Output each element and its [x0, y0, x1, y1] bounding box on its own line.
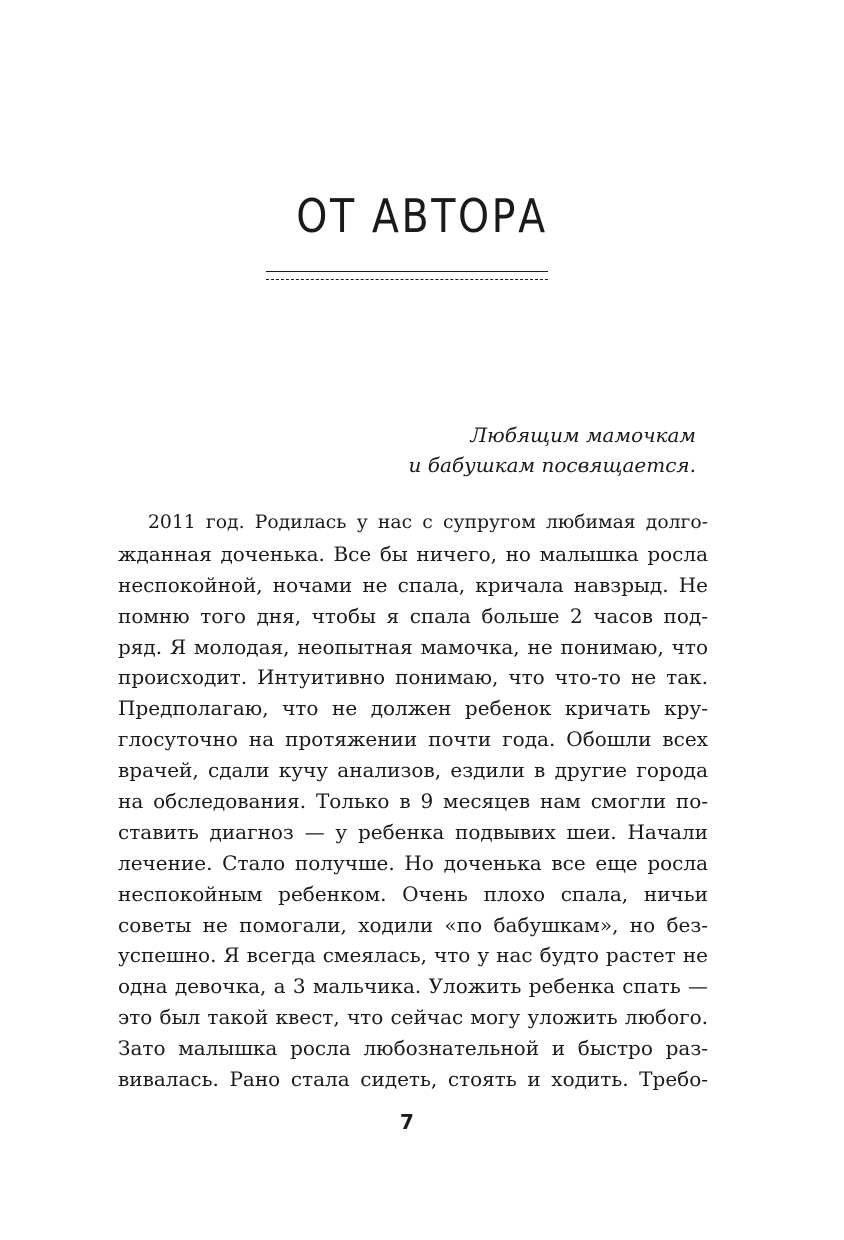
body-line: Зато малышка росла любознательной и быстро раз-	[118, 1036, 708, 1061]
body-paragraph	[118, 508, 708, 1095]
body-line: врачей, сдали кучу анализов, ездили в другие города	[118, 758, 708, 783]
body-line: одна девочка, а 3 мальчика. Уложить ребенка спать —	[118, 974, 708, 999]
body-line: глосуточно на протяжении почти года. Обошли всех	[118, 727, 708, 752]
body-line: ставить диагноз — у ребенка подвывих шеи. Начали	[118, 819, 708, 844]
dedication	[409, 420, 696, 480]
body-line: помню того дня, чтобы я спала больше 2 часов под-	[118, 603, 708, 628]
body-line: неспокойным ребенком. Очень плохо спала, ничьи	[118, 881, 708, 906]
body-line: происходит. Интуитивно понимаю, что что-то не так.	[118, 665, 708, 690]
dedication-line: Любящим мамочкам	[470, 423, 696, 447]
body-line: жданная доченька. Все бы ничего, но малышка росла	[118, 541, 708, 566]
body-line: это был такой квест, что сейчас могу уложить любого.	[118, 1005, 708, 1030]
dedication-line: и бабушкам посвящается.	[408, 453, 696, 477]
page-number: 7	[400, 1110, 414, 1134]
body-line: ряд. Я молодая, неопытная мамочка, не понимаю, что	[118, 634, 708, 659]
body-line: Предполагаю, что не должен ребенок кричать кру-	[118, 696, 708, 721]
title-rule-solid	[266, 271, 548, 272]
body-line: 2011 год. Родилась у нас с супругом любимая долго-	[148, 512, 708, 533]
body-line: лечение. Стало получше. Но доченька все еще росла	[118, 850, 708, 875]
body-line: вивалась. Рано стала сидеть, стоять и ходить. Требо-	[118, 1067, 708, 1092]
body-line: на обследования. Только в 9 месяцев нам смогли по-	[118, 789, 708, 814]
body-line: неспокойной, ночами не спала, кричала навзрыд. Не	[118, 572, 708, 597]
body-line: советы не помогали, ходили «по бабушкам», но без-	[118, 912, 708, 937]
title-rule-dashed	[266, 279, 548, 280]
page-title: ОТ АВТОРА	[296, 189, 548, 243]
body-line: успешно. Я всегда смеялась, что у нас будто растет не	[118, 943, 708, 968]
